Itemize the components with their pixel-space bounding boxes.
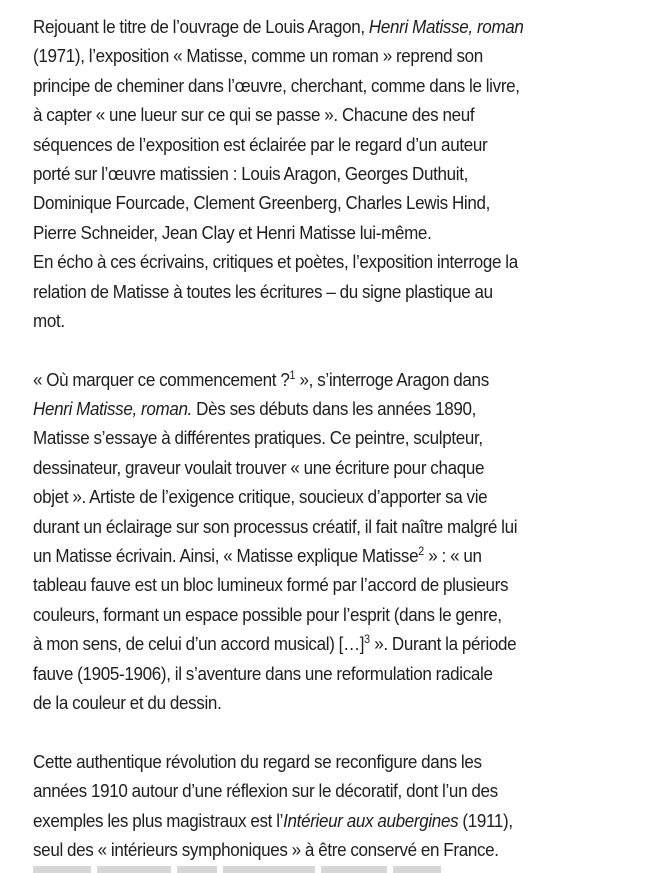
text-line <box>33 365 608 394</box>
text-segment: exemples les plus magistraux est l’ <box>33 809 284 831</box>
text-segment: En écho à ces écrivains, critiques et poètes, l’exposition interroge la <box>33 251 518 273</box>
text-segment: » : « un <box>424 545 482 567</box>
text-line <box>33 541 608 570</box>
text-line <box>33 629 608 658</box>
text-line <box>33 776 608 805</box>
text-segment: fauve (1905-1906), il s’aventure dans une reformulation radicale <box>33 662 493 684</box>
text-line <box>33 12 608 41</box>
paragraph-2 <box>33 365 608 718</box>
text-line <box>33 306 608 335</box>
text-segment: Rejouant le titre de l’ouvrage de Louis Aragon, <box>33 16 369 37</box>
text-segment: relation de Matisse à toutes les écritures – du signe plastique au <box>33 280 493 302</box>
text-segment: tableau fauve est un bloc lumineux formé par l’accord de plusieurs <box>33 574 509 596</box>
text-line <box>33 570 608 599</box>
next-line-cut-off <box>0 862 662 873</box>
text-line <box>33 247 608 276</box>
text-line <box>33 218 608 247</box>
text-line <box>33 188 608 217</box>
paragraph-gap <box>33 335 608 364</box>
text-segment: durant un éclairage sur son processus créatif, il fait naître malgré lui <box>33 515 518 537</box>
text-segment: Dès ses débuts dans les années 1890, <box>192 398 477 420</box>
text-segment: (1911), <box>458 809 513 831</box>
text-segment: seul des « intérieurs symphoniques » à être conservé en France. <box>33 838 499 860</box>
footnote-ref: 3 <box>364 634 371 647</box>
text-segment: », s’interroge Aragon dans <box>295 368 489 390</box>
text-line <box>33 277 608 306</box>
text-segment: objet ». Artiste de l’exigence critique, soucieux d’apporter sa vie <box>33 486 488 508</box>
text-line <box>33 130 608 159</box>
text-line <box>33 41 608 70</box>
text-segment: un Matisse écrivain. Ainsi, « Matisse explique Matisse <box>33 545 419 567</box>
italic-title: Intérieur aux aubergines <box>283 809 459 831</box>
paragraph-3 <box>33 747 608 865</box>
text-segment: années 1910 autour d’une réflexion sur le décoratif, dont l’un des <box>33 780 498 802</box>
text-line <box>33 659 608 688</box>
footnote-ref: 2 <box>418 546 425 559</box>
text-line <box>33 747 608 776</box>
text-line <box>33 688 608 717</box>
text-segment: Pierre Schneider, Jean Clay et Henri Matisse lui-même. <box>33 221 432 243</box>
text-line <box>33 423 608 452</box>
text-segment: Dominique Fourcade, Clement Greenberg, Charles Lewis Hind, <box>33 192 491 214</box>
text-line <box>33 806 608 835</box>
text-line <box>33 482 608 511</box>
text-line <box>33 453 608 482</box>
text-line <box>33 512 608 541</box>
text-segment: séquences de l’exposition est éclairée par le regard d’un auteur <box>33 133 488 155</box>
text-line <box>33 835 608 864</box>
paragraph-gap <box>33 717 608 746</box>
text-line <box>33 600 608 629</box>
text-segment: « Où marquer ce commencement ? <box>33 368 290 390</box>
text-segment: (1971), l’exposition « Matisse, comme un roman » reprend son <box>33 45 483 67</box>
document-body <box>33 12 608 864</box>
text-segment: à mon sens, de celui d’un accord musical) […] <box>33 633 365 655</box>
text-segment: à capter « une lueur sur ce qui se passe ». Chacune des neuf <box>33 104 475 126</box>
text-segment: de la couleur et du dessin. <box>33 691 222 713</box>
text-segment: Cette authentique révolution du regard se reconfigure dans les <box>33 750 482 772</box>
text-segment: couleurs, formant un espace possible pour l’esprit (dans le genre, <box>33 603 502 625</box>
italic-title: Henri Matisse, roman. <box>33 398 193 420</box>
text-line <box>33 159 608 188</box>
text-line <box>33 71 608 100</box>
italic-title: Henri Matisse, roman <box>368 16 524 37</box>
text-segment: principe de cheminer dans l’œuvre, cherchant, comme dans le livre, <box>33 74 520 96</box>
footnote-ref: 1 <box>289 369 296 382</box>
text-line <box>33 394 608 423</box>
cut-off-text-fragment <box>33 866 453 873</box>
text-line <box>33 100 608 129</box>
text-segment: dessinateur, graveur voulait trouver « une écriture pour chaque <box>33 456 485 478</box>
text-segment: mot. <box>33 309 65 331</box>
text-segment: porté sur l’œuvre matissien : Louis Aragon, Georges Duthuit, <box>33 162 469 184</box>
paragraph-1 <box>33 12 608 335</box>
text-segment: ». Durant la période <box>370 633 517 655</box>
text-segment: Matisse s’essaye à différentes pratiques. Ce peintre, sculpteur, <box>33 427 483 449</box>
